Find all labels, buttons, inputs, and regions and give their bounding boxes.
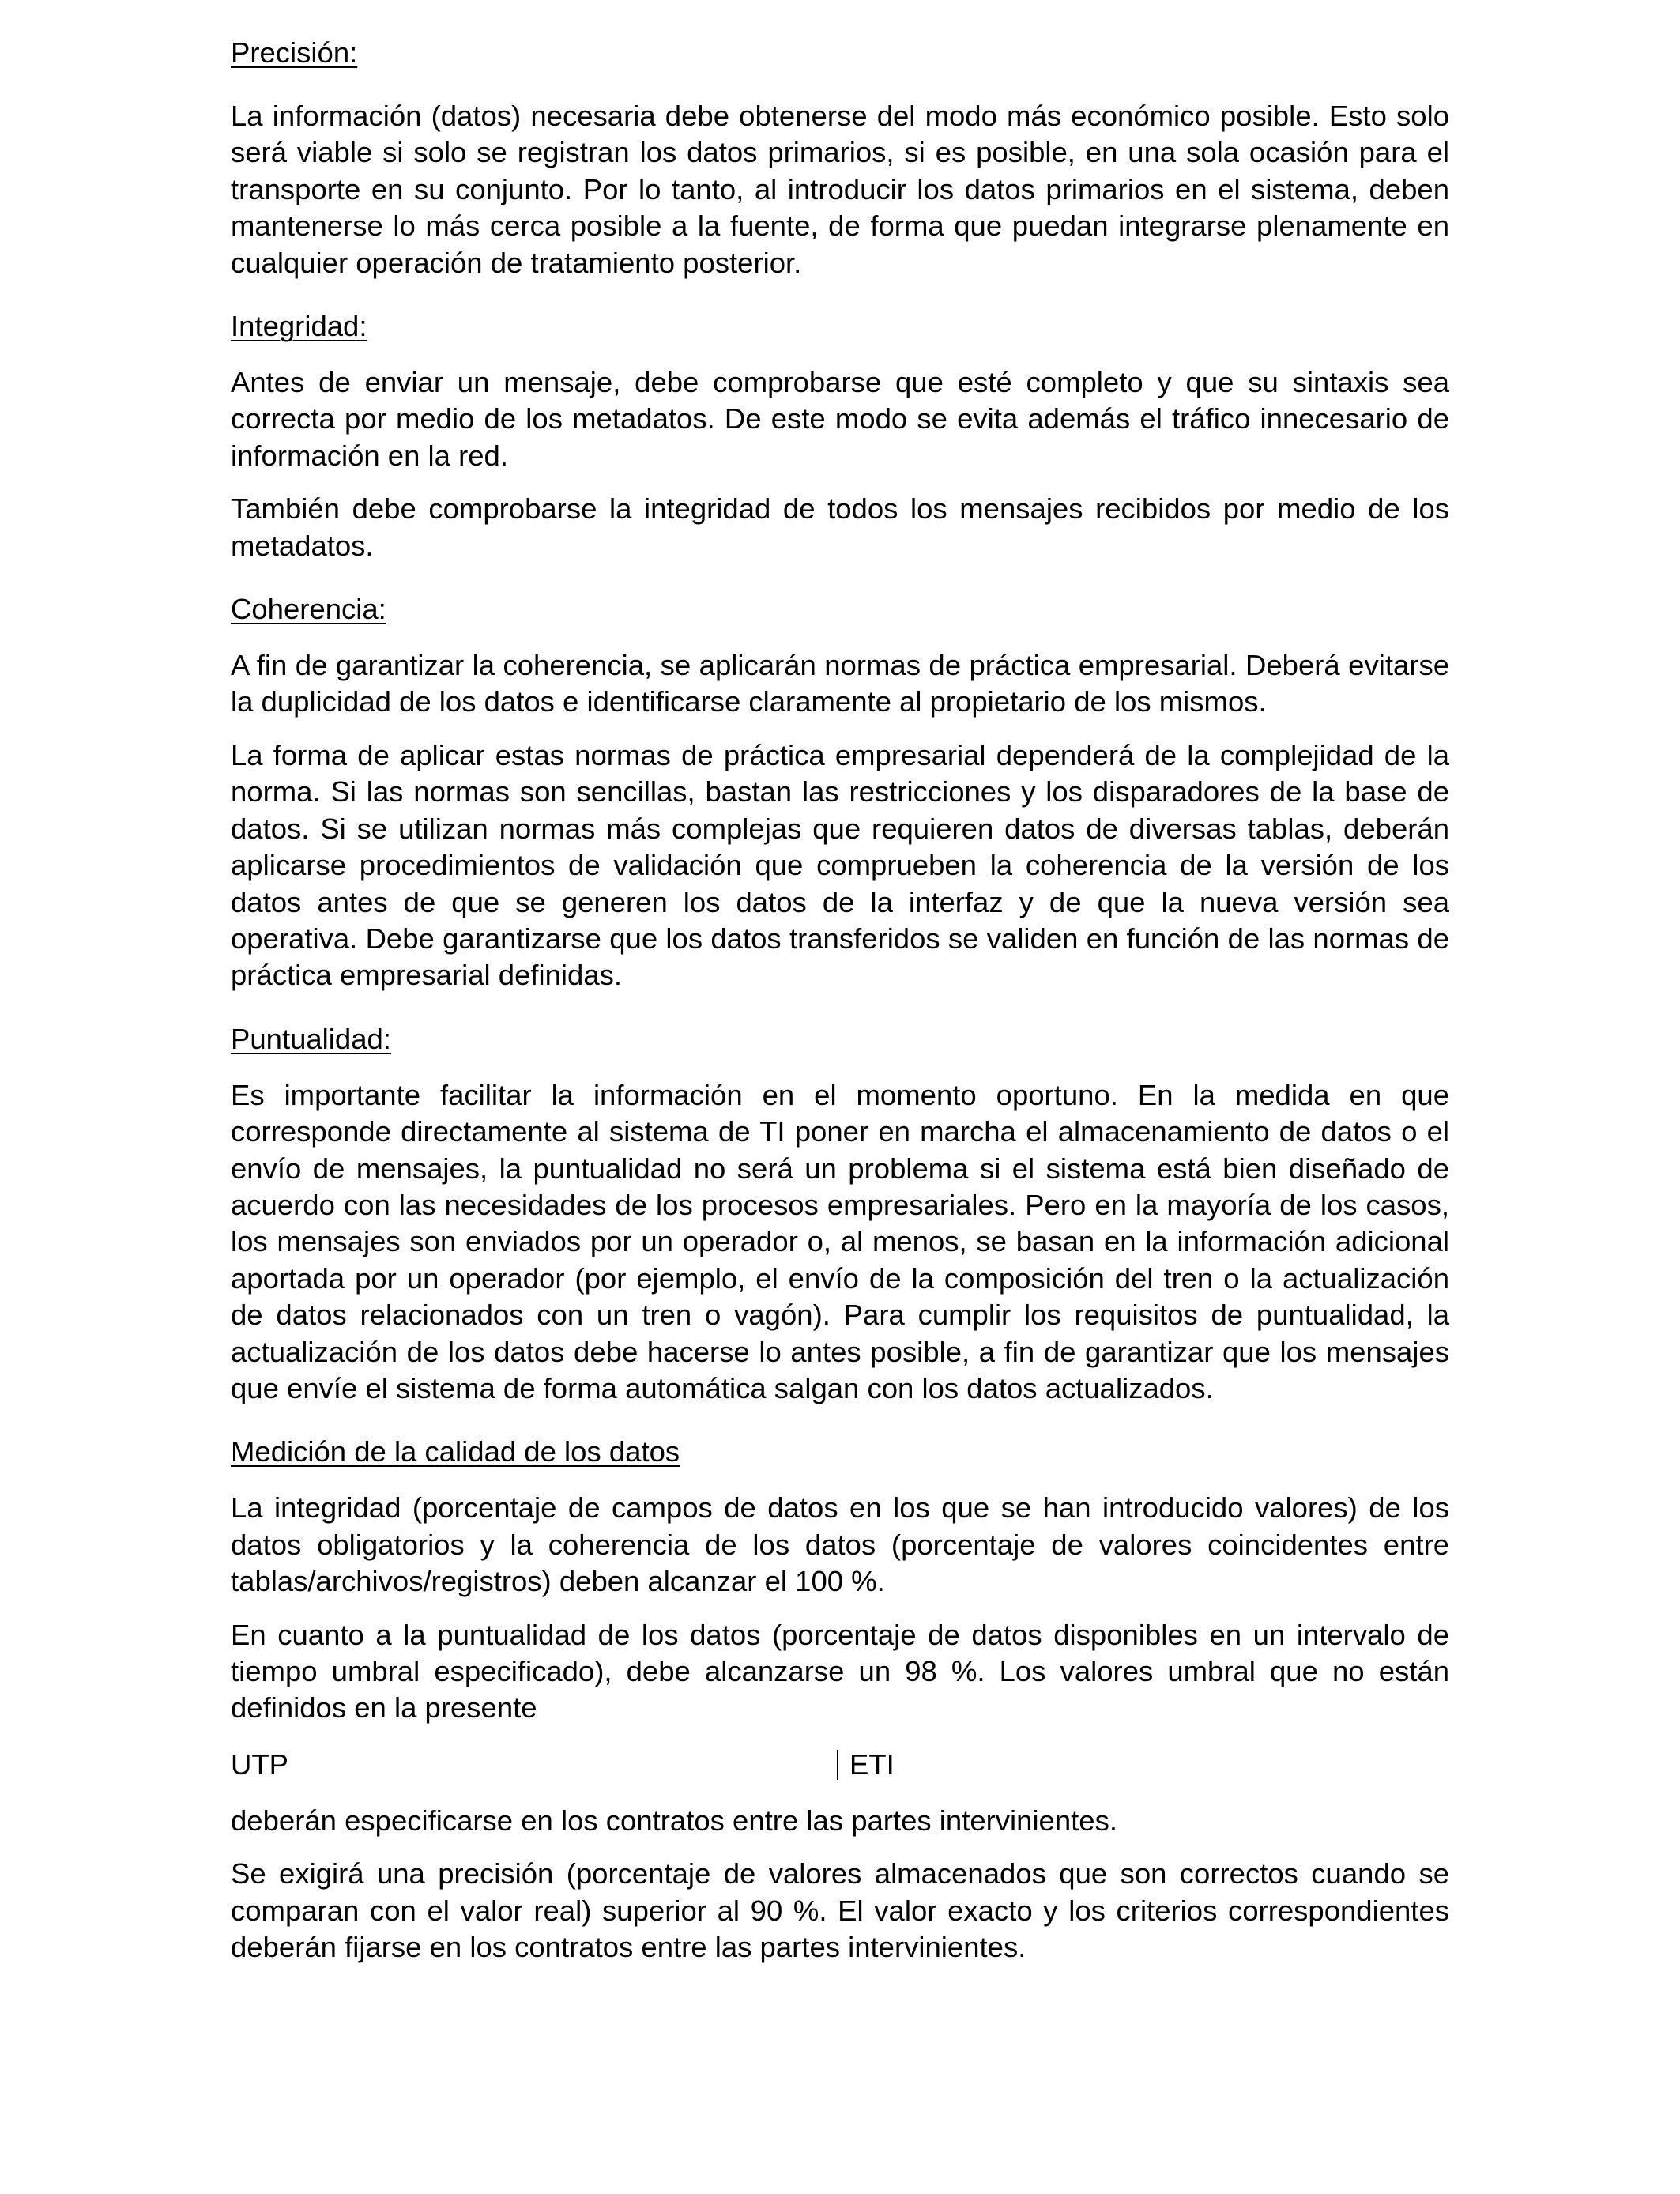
spacer (231, 628, 1449, 647)
spacer (231, 564, 1449, 591)
spacer (231, 281, 1449, 308)
spacer (231, 1839, 1449, 1856)
table-cell-utp: UTP (231, 1747, 288, 1781)
spacer (231, 474, 1449, 491)
heading-coherencia: Coherencia: (231, 593, 386, 626)
spacer (231, 1600, 1449, 1617)
paragraph-integridad-1: Antes de enviar un mensaje, debe comprobarse que esté completo y que su sintaxis sea correcta por medio de los metadatos. De este modo se evita además el tráfico innecesario de información en la red. (231, 366, 1449, 472)
table-cell-eti: ETI (849, 1747, 895, 1781)
paragraph-medicion-2: En cuanto a la puntualidad de los datos (porcentaje de datos disponibles en un intervalo de tiempo umbral especificado), debe alcanzarse un 98 %. Los valores umbral que no están definidos en la presente (231, 1618, 1449, 1725)
spacer (231, 345, 1449, 364)
paragraph-precision: La información (datos) necesaria debe obtenerse del modo más económico posible. Esto solo será viable si solo se registran los datos primarios, si es posible, en una sola ocasión para el transporte en su conjunto. Por lo tanto, al introducir los datos primarios en el sistema, deben mantenerse lo más cerca posible a la fuente, de forma que puedan integrarse plenamente en cualquier operación de tratamiento posterior. (231, 100, 1449, 279)
spacer (231, 1470, 1449, 1490)
paragraph-coherencia-1: A fin de garantizar la coherencia, se aplicarán normas de práctica empresarial. Deberá evitarse la duplicidad de los datos e identificarse claramente al propietario de los mismos. (231, 649, 1449, 718)
paragraph-medicion-1: La integridad (porcentaje de campos de datos en los que se han introducido valores) de los datos obligatorios y la coherencia de los datos (porcentaje de valores coincidentes entre tablas/archivos/registros) deben alcanzar el 100 %. (231, 1491, 1449, 1598)
spacer (231, 721, 1449, 737)
spacer (231, 71, 1449, 98)
paragraph-medicion-4: Se exigirá una precisión (porcentaje de valores almacenados que son correctos cuando se comparan con el valor real) superior al 90 %. El valor exacto y los criterios correspondientes deberán fijarse en los contratos entre las partes intervinientes. (231, 1857, 1449, 1964)
spacer (231, 1783, 1449, 1803)
paragraph-coherencia-2: La forma de aplicar estas normas de práctica empresarial dependerá de la complejidad de la norma. Si las normas son sencillas, bastan las restricciones y los disparadores de la base de datos. Si se utilizan normas más complejas que requieren datos de diversas tablas, deberán aplicarse procedimientos de validación que comprueben la coherencia de la versión de los datos antes de que se generen los datos de la interfaz y de que la nueva versión sea operativa. Debe garantizarse que los datos transferidos se validen en función de las normas de práctica empresarial definidas. (231, 738, 1449, 992)
heading-puntualidad: Puntualidad: (231, 1022, 391, 1055)
spacer (231, 994, 1449, 1021)
spacer (231, 1727, 1449, 1747)
spacer (231, 1057, 1449, 1077)
heading-medicion: Medición de la calidad de los datos (231, 1435, 680, 1468)
utp-eti-table-row (231, 1747, 1449, 1783)
heading-precision: Precisión: (231, 36, 358, 69)
heading-integridad: Integridad: (231, 310, 367, 343)
paragraph-medicion-3: deberán especificarse en los contratos entre las partes intervinientes. (231, 1804, 1117, 1837)
spacer (231, 1407, 1449, 1434)
table-divider (837, 1750, 838, 1780)
paragraph-integridad-2: También debe comprobarse la integridad de todos los mensajes recibidos por medio de los metadatos. (231, 492, 1449, 562)
paragraph-puntualidad: Es importante facilitar la información en el momento oportuno. En la medida en que corresponde directamente al sistema de TI poner en marcha el almacenamiento de datos o el envío de mensajes, la puntualidad no será un problema si el sistema está bien diseñado de acuerdo con las necesidades de los procesos empresariales. Pero en la mayoría de los casos, los mensajes son enviados por un operador o, al menos, se basan en la información adicional aportada por un operador (por ejemplo, el envío de la composición del tren o la actualización de datos relacionados con un tren o vagón). Para cumplir los requisitos de puntualidad, la actualización de los datos debe hacerse lo antes posible, a fin de garantizar que los mensajes que envíe el sistema de forma automática salgan con los datos actualizados. (231, 1078, 1449, 1404)
document-page (231, 35, 1449, 1966)
